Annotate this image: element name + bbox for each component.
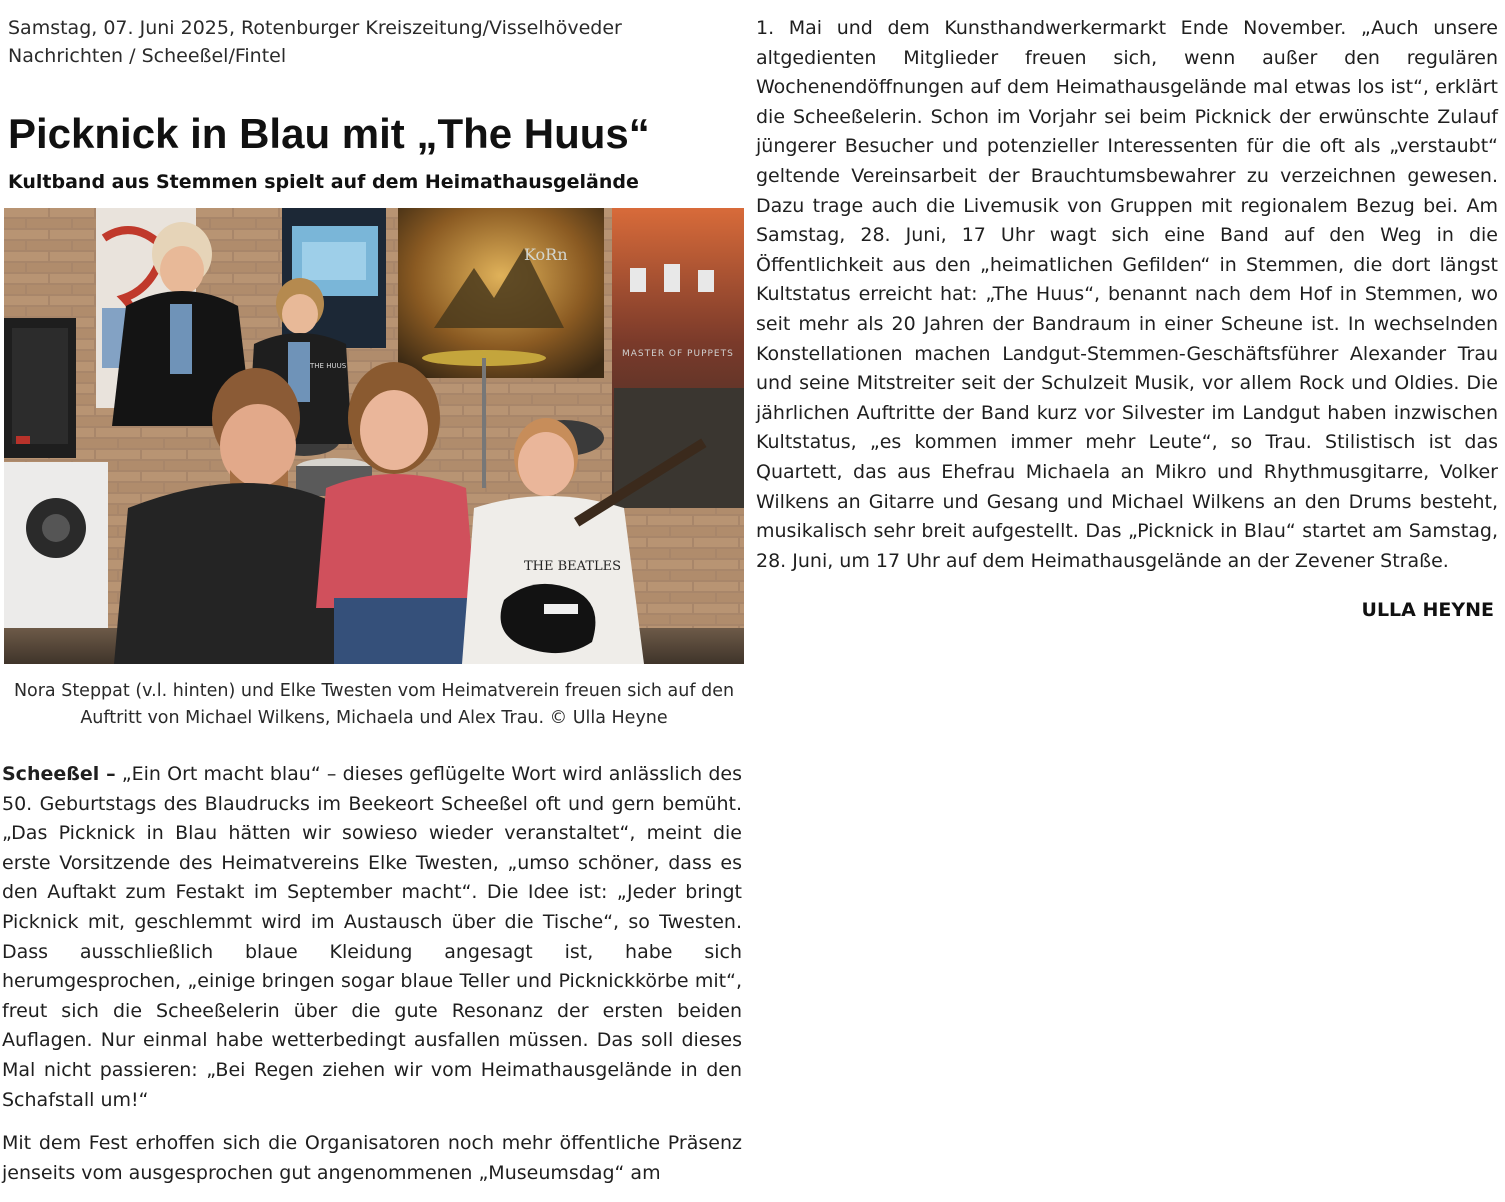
poster-korn-text: KoRn <box>524 245 568 264</box>
paragraph-2-start: Mit dem Fest erhoffen sich die Organisatoren noch mehr öffentliche Präsenz jenseits vom ausgesprochen gut angenommenen „Museumsdag“ am <box>2 1132 742 1184</box>
left-column <box>0 0 748 1200</box>
paragraph-1 <box>2 760 742 1115</box>
band-photo-illustration <box>4 208 744 664</box>
paragraph-1-text: „Ein Ort macht blau“ – dieses geflügelte Wort wird anlässlich des 50. Geburtstags des Blaudrucks im Beekeort Scheeßel oft und gern bemüht. „Das Picknick in Blau hätten wir sowieso wieder veranstaltet“, meint die erste Vorsitzende des Heimatvereins Elke Twesten, „umso schöner, dass es den Auftakt zum Festakt im September macht“. Die Idee ist: „Jeder bringt Picknick mit, geschlemmt wird im Austausch über die Tische“, so Twesten. Dass ausschließlich blaue Kleidung angesagt ist, habe sich herumgesprochen, „einige bringen sogar blaue Teller und Picknickkörbe mit“, freut sich die Scheeßelerin über die gute Resonanz der ersten beiden Auflagen. Nur einmal habe wetterbedingt ausfallen müssen. Das soll dieses Mal nicht passieren: „Bei Regen ziehen wir vom Heimathausgelände in den Schafstall um!“ <box>2 763 742 1111</box>
author-byline: ULLA HEYNE <box>1361 599 1494 622</box>
headline: Picknick in Blau mit „The Huus“ <box>8 110 650 157</box>
drumhead-text: THE HUUS <box>310 362 347 370</box>
dateline: Samstag, 07. Juni 2025, Rotenburger Kreiszeitung/Visselhöveder Nachrichten / Scheeßel/Fintel <box>8 17 622 67</box>
body-text-left <box>2 760 742 1202</box>
band-photo <box>4 208 744 664</box>
right-column <box>756 14 1498 624</box>
amplifier <box>4 318 76 458</box>
subheadline: Kultband aus Stemmen spielt auf dem Heimathausgelände <box>8 171 639 193</box>
shirt-text: THE BEATLES <box>524 559 622 574</box>
poster-metallica-text: MASTER OF PUPPETS <box>622 349 734 359</box>
photo-caption: Nora Steppat (v.l. hinten) und Elke Twesten vom Heimatverein freuen sich auf den Auftritt von Michael Wilkens, Michaela und Alex Trau. © Ulla Heyne <box>13 681 735 728</box>
paragraph-2-continued: 1. Mai und dem Kunsthandwerkermarkt Ende November. „Auch unsere altgedienten Mitglieder freuen sich, wenn außer den regulären Wochenendöffnungen auf dem Heimathausgelände mal etwas los ist“, erklärt die Scheeßelerin. Schon im Vorjahr sei beim Picknick der erwünschte Zulauf jüngerer Besucher und potenzieller Interessenten für die oft als „verstaubt“ geltende Vereinsarbeit der Brauchtumsbewahrer zu verzeichnen gewesen. Dazu trage auch die Livemusik von Gruppen mit regionalem Bezug bei. Am Samstag, 28. Juni, 17 Uhr wagt sich eine Band auf den Weg in die Öffentlichkeit aus den „heimatlichen Gefilden“ in Stemmen, die dort längst Kultstatus erreicht hat: „The Huus“, benannt nach dem Hof in Stemmen, wo seit mehr als 20 Jahren der Bandraum in einer Scheune ist. In wechselnden Konstellationen machen Landgut-Stemmen-Geschäftsführer Alexander Trau und seine Mitstreiter seit der Schulzeit Musik, vor allem Rock und Oldies. Die jährlichen Auftritte der Band kurz vor Silvester im Landgut haben inzwischen Kultstatus, „es kommen immer mehr Leute“, so Trau. Stilistisch ist das Quartett, das aus Ehefrau Michaela an Mikro und Rhythmusgitarre, Volker Wilkens an Gitarre und Gesang und Michael Wilkens an den Drums besteht, musikalisch sehr breit aufgestellt. Das „Picknick in Blau“ startet am Samstag, 28. Juni, um 17 Uhr auf dem Heimathausgelände an der Zevener Straße. <box>756 17 1498 572</box>
lead-word: Scheeßel – <box>2 763 116 785</box>
white-speaker <box>4 462 108 630</box>
